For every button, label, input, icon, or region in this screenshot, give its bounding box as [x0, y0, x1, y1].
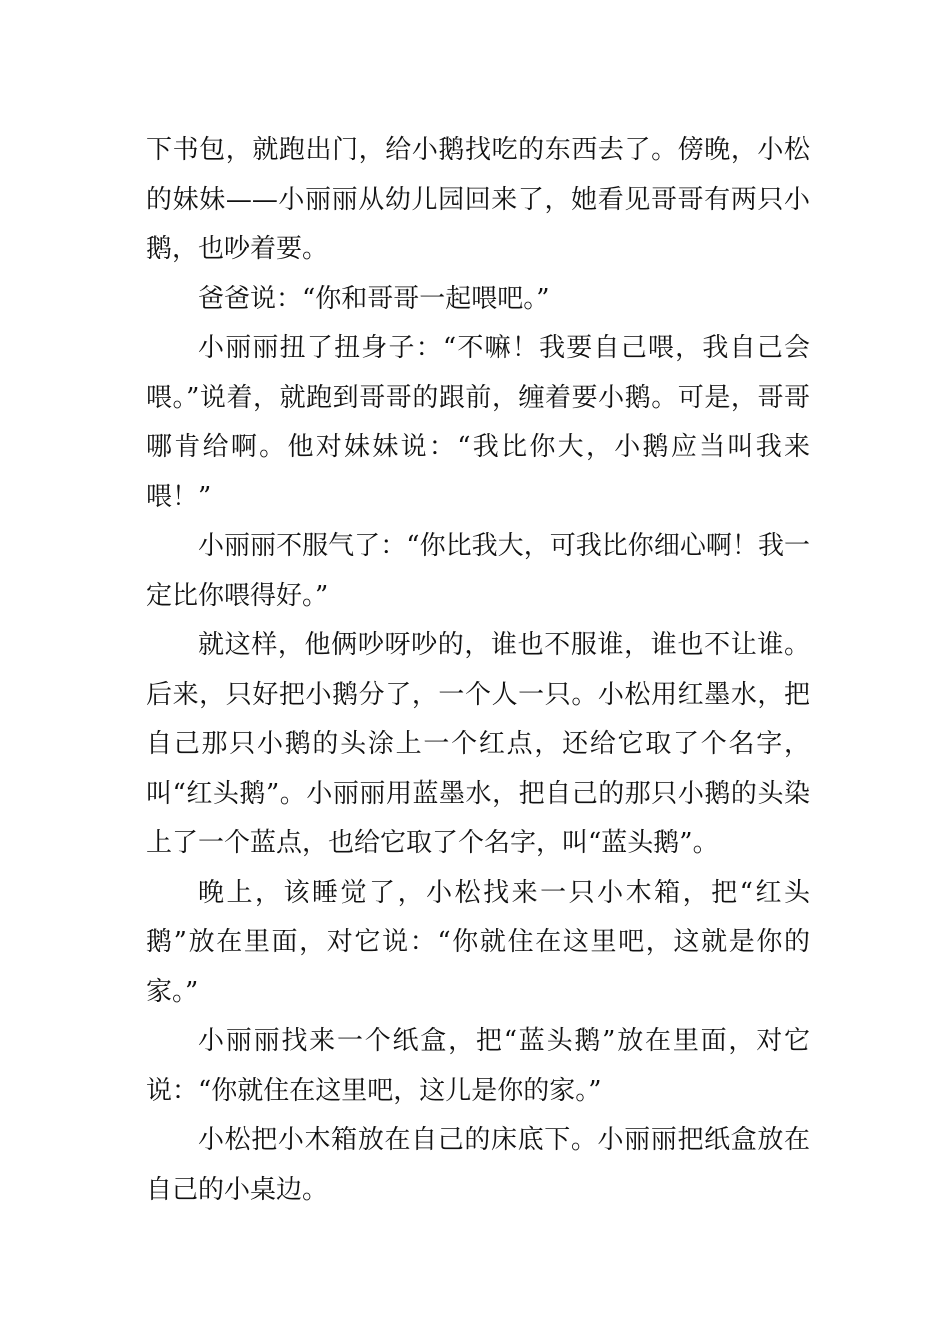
- paragraph-6: 晚上，该睡觉了，小松找来一只小木箱，把“红头鹅”放在里面，对它说：“你就住在这里吧，这就是你的家。”: [146, 877, 810, 1007]
- document-page: [146, 126, 810, 1215]
- paragraph-2: 爸爸说：“你和哥哥一起喂吧。”: [198, 283, 550, 314]
- paragraph-5: 就这样，他俩吵呀吵的，谁也不服谁，谁也不让谁。后来，只好把小鹅分了，一个人一只。小松用红墨水，把自己那只小鹅的头涂上一个红点，还给它取了个名字，叫“红头鹅”。小丽丽用蓝墨水，把自己的那只小鹅的头染上了一个蓝点，也给它取了个名字，叫“蓝头鹅”。: [146, 630, 810, 858]
- paragraph-1: 下书包，就跑出门，给小鹅找吃的东西去了。傍晚，小松的妹妹——小丽丽从幼儿园回来了，她看见哥哥有两只小鹅，也吵着要。: [146, 135, 810, 264]
- paragraph-8: 小松把小木箱放在自己的床底下。小丽丽把纸盒放在自己的小桌边。: [146, 1125, 810, 1205]
- paragraph-3: 小丽丽扭了扭身子：“不嘛！我要自己喂，我自己会喂。”说着，就跑到哥哥的跟前，缠着要小鹅。可是，哥哥哪肯给啊。他对妹妹说：“我比你大，小鹅应当叫我来喂！”: [146, 333, 810, 512]
- paragraph-4: 小丽丽不服气了：“你比我大，可我比你细心啊！我一定比你喂得好。”: [146, 531, 810, 611]
- paragraph-7: 小丽丽找来一个纸盒，把“蓝头鹅”放在里面，对它说：“你就住在这里吧，这儿是你的家。”: [146, 1026, 810, 1106]
